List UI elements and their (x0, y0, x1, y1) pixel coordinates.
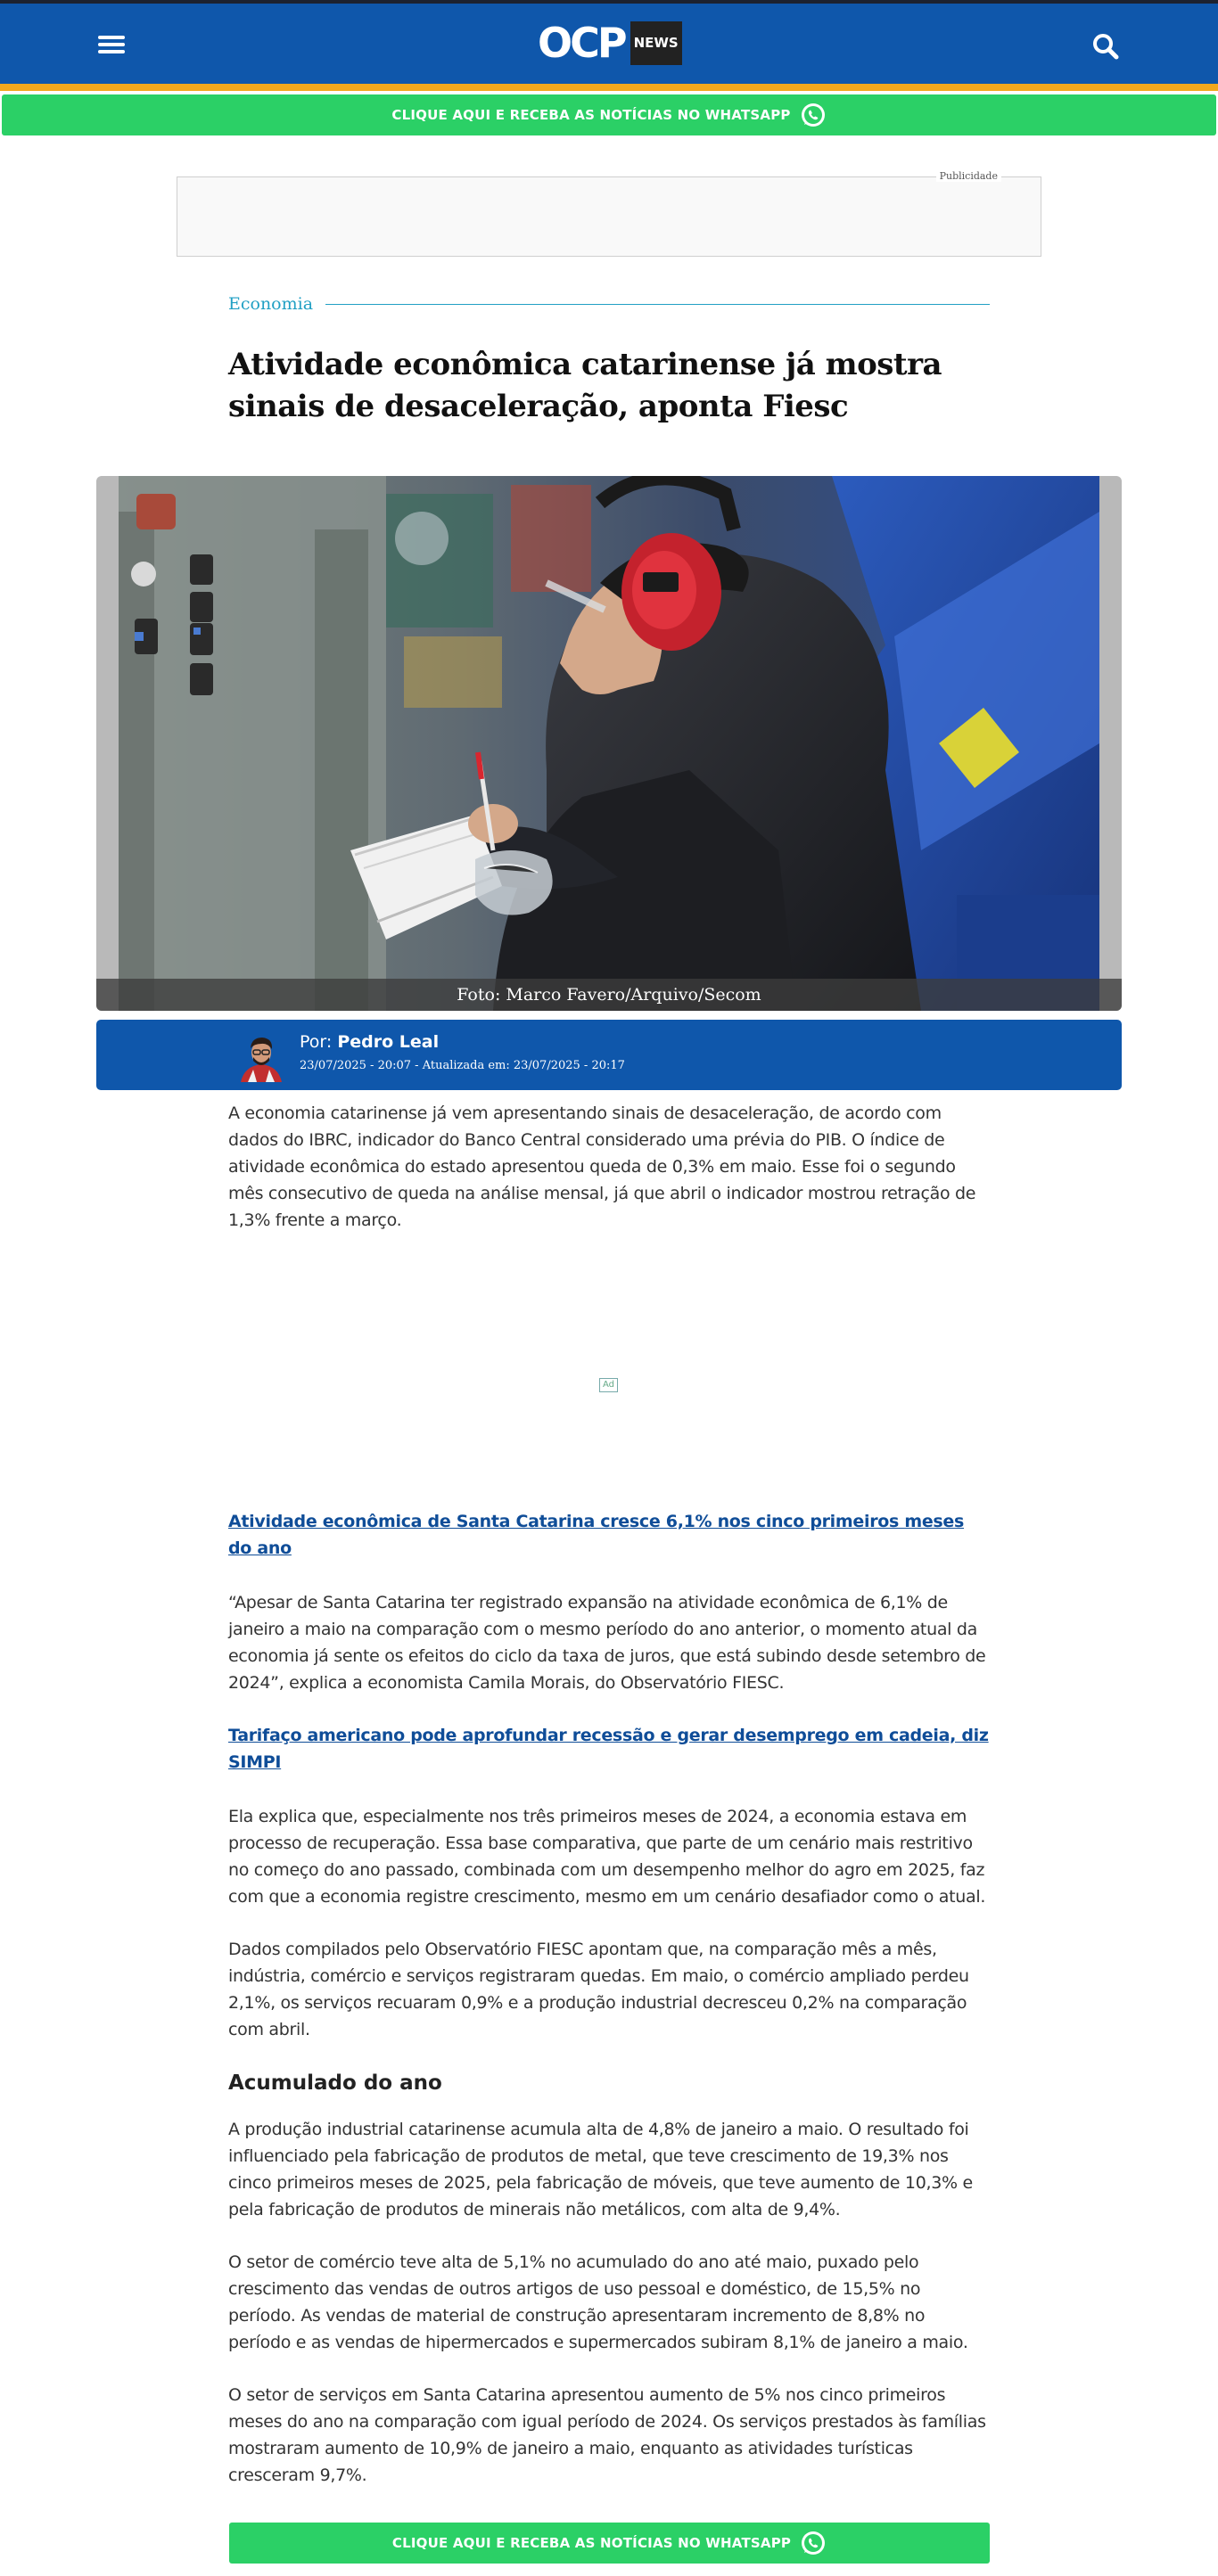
article-photo[interactable] (119, 476, 1099, 1011)
search-icon[interactable] (1090, 30, 1122, 62)
article-paragraph-1: A economia catarinense já vem apresentando sinais de desaceleração, de acordo com dados do IBRC, indicador do Banco Central considerado uma prévia do PIB. O índice de atividade econômica do estado apresentou queda de 0,3% em maio. Esse foi o segundo mês consecutivo de queda na análise mensal, já que abril o indicador mostrou retração de 1,3% frente a março. (228, 1103, 976, 1230)
whatsapp-cta-bottom[interactable] (229, 2523, 990, 2564)
article-paragraph-2: “Apesar de Santa Catarina ter registrado expansão na atividade econômica de 6,1% de janeiro a maio na comparação com o mesmo período do ano anterior, o momento atual da economia já sente os efeitos do ciclo da taxa de juros, que está subindo desde setembro de 2024”, explica a economista Camila Morais, do Observatório FIESC. (228, 1593, 986, 1693)
related-link-1[interactable]: Atividade econômica de Santa Catarina cresce 6,1% nos cinco primeiros meses do ano (228, 1512, 965, 1558)
article-paragraph-5: A produção industrial catarinense acumula alta de 4,8% de janeiro a maio. O resultado foi influenciado pela fabricação de produtos de metal, que teve crescimento de 19,3% nos cinco primeiros meses de 2025, pela fabricação de móveis, que teve aumento de 10,3% e pela fabricação de produtos de minerais não metálicos, com alta de 9,4%. (228, 2120, 973, 2219)
author-bar (96, 1020, 1122, 1090)
article-photo-frame (96, 476, 1122, 1011)
article-paragraph-4: Dados compilados pelo Observatório FIESC apontam que, na comparação mês a mês, indústria, comércio e serviços registraram quedas. Em maio, o comércio ampliado perdeu 2,1%, os serviços recuaram 0,9% e a produção industrial decresceu 0,2% na comparação com abril. (228, 1940, 969, 2039)
whatsapp-icon (800, 2530, 827, 2556)
article-paragraph-6: O setor de comércio teve alta de 5,1% no acumulado do ano até maio, puxado pelo crescimento das vendas de outros artigos de uso pessoal e doméstico, de 15,5% no período. As vendas de material de construção apresentaram incremento de 8,8% no período e as vendas de hipermercados e supermercados subiram 8,1% de janeiro a maio. (228, 2252, 968, 2352)
article-paragraph-7: O setor de serviços em Santa Catarina apresentou aumento de 5% nos cinco primeiros meses do ano na comparação com igual período de 2024. Os serviços prestados às famílias mostraram aumento de 10,9% de janeiro a maio, enquanto as atividades turísticas cresceram 9,7%. (228, 2385, 986, 2485)
site-header (0, 0, 1218, 91)
author-byline (300, 1032, 439, 1052)
header-gold-stripe (0, 84, 1218, 91)
logo-main-text: OCP (538, 19, 625, 67)
category-link[interactable]: Economia (228, 294, 314, 314)
author-avatar[interactable] (235, 1030, 287, 1082)
logo-sub-text: NEWS (630, 21, 682, 65)
site-logo[interactable] (538, 18, 682, 68)
author-prefix: Por: (300, 1032, 333, 1052)
article-paragraph-3: Ela explica que, especialmente nos três primeiros meses de 2024, a economia estava em processo de recuperação. Essa base comparativa, que parte de um cenário mais restritivo no começo do ano passado, combinada com um desempenho melhor do agro em 2025, faz com que a economia registre crescimento, mesmo em um cenário desafiador como o atual. (228, 1807, 986, 1907)
article-title: Atividade econômica catarinense já mostra sinais de desaceleração, aponta Fiesc (228, 347, 942, 424)
whatsapp-cta-top[interactable] (2, 94, 1216, 135)
section-heading: Acumulado do ano (228, 2071, 442, 2095)
whatsapp-cta-label: CLIQUE AQUI E RECEBA AS NOTÍCIAS NO WHATSAPP (391, 2535, 792, 2551)
related-link-2[interactable]: Tarifaço americano pode aprofundar recessão e gerar desemprego em cadeia, diz SIMPI (228, 1726, 989, 1772)
inline-ad-tag[interactable]: Ad (599, 1378, 618, 1392)
photo-caption: Foto: Marco Favero/Arquivo/Secom (96, 979, 1122, 1011)
category-divider (325, 304, 990, 305)
author-name-link[interactable]: Pedro Leal (337, 1032, 440, 1052)
whatsapp-cta-label: CLIQUE AQUI E RECEBA AS NOTÍCIAS NO WHATSAPP (391, 107, 791, 123)
article-category (228, 293, 990, 315)
advertisement-banner[interactable] (177, 170, 1041, 257)
ad-label: Publicidade (936, 170, 1001, 182)
article-dates: 23/07/2025 - 20:07 - Atualizada em: 23/07/2025 - 20:17 (300, 1059, 625, 1072)
hamburger-menu-icon[interactable] (98, 32, 130, 59)
whatsapp-icon (800, 102, 827, 128)
